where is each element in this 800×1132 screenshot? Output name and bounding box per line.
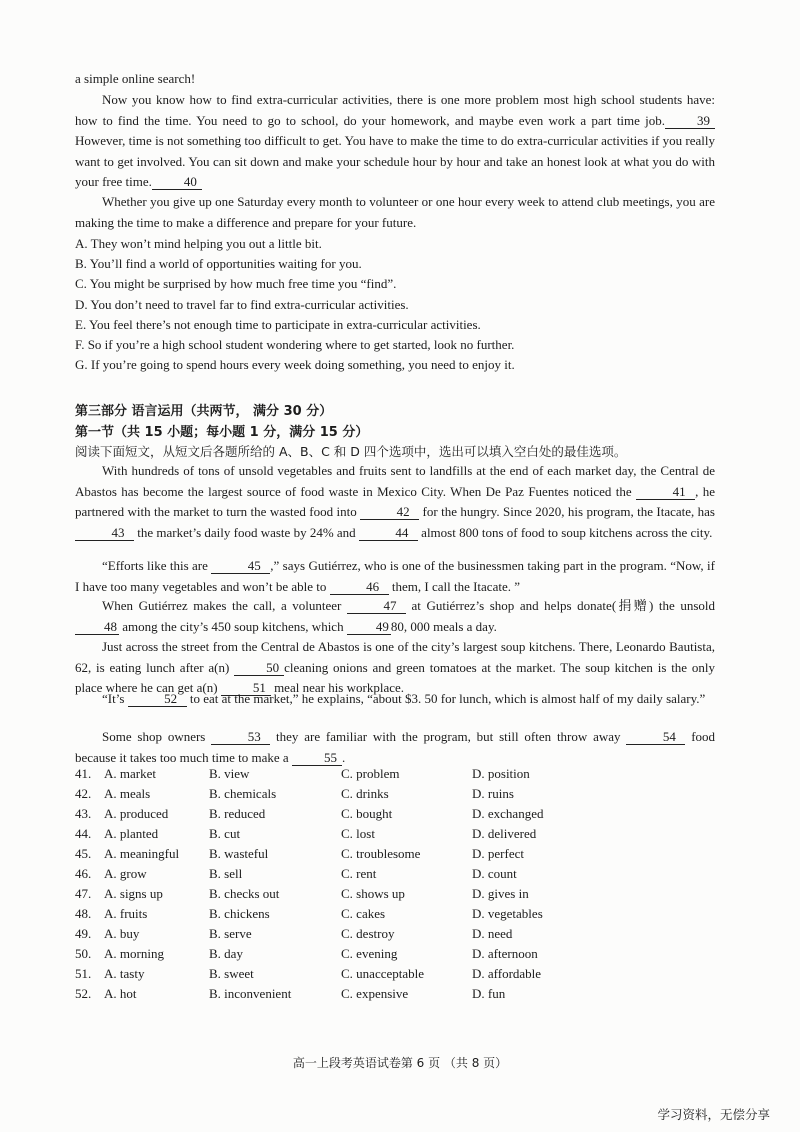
blank-40: 40: [152, 174, 202, 190]
text: ,” says Gutiérrez, who is one of the businessmen taking part in the program. “Now, if I have too many vegetables and won’t be able to: [75, 558, 715, 594]
text: to eat at the market,” he explains, “about $3. 50 for lunch, which is almost half of my daily salary.”: [189, 691, 706, 706]
blank-42: 42: [360, 504, 419, 520]
text: meal near his workplace.: [274, 680, 405, 695]
blank-48: 48: [75, 619, 119, 635]
question-row: [75, 906, 715, 926]
choice-d: D. affordable: [472, 966, 542, 981]
question-row: [75, 966, 715, 986]
question-row: [75, 866, 715, 886]
question-number: 42.: [75, 786, 92, 801]
text: 80, 000 meals a day.: [390, 618, 497, 634]
text: they are familiar with the program, but still often throw away: [276, 729, 621, 744]
text: Just across the street from the Central de Abastos is one of the city’s largest soup kitchens. There, Leonardo Bautista, 62, is eating lunch after a(n): [75, 639, 715, 675]
choice-b: B. wasteful: [209, 846, 269, 861]
choice-a: A. tasty: [104, 966, 145, 981]
choice-d: D. perfect: [472, 846, 524, 861]
page-footer: 高一上段考英语试卷第 6 页 （共 8 页）: [292, 1056, 508, 1070]
choice-b: B. serve: [209, 926, 252, 941]
choice-d: D. count: [472, 866, 517, 881]
choice-a: A. morning: [104, 946, 164, 961]
choice-b: B. chickens: [209, 906, 270, 921]
question-row: [75, 826, 715, 846]
blank-41: 41: [636, 484, 695, 500]
choice-b: B. reduced: [209, 806, 266, 821]
text-line: a simple online search!: [75, 71, 196, 86]
choice-a: A. buy: [104, 926, 140, 941]
choice-c: C. destroy: [341, 926, 395, 941]
text: cleaning onions and green tomatoes at the market. The soup kitchen is the only place where he can get a(n): [75, 659, 715, 695]
blank-50: 50: [234, 660, 284, 676]
option-c: C. You might be surprised by how much free time you “find”.: [75, 276, 397, 291]
text: “Efforts like this are: [102, 558, 208, 573]
blank-39: 39: [665, 113, 715, 129]
blank-54: 54: [626, 729, 685, 745]
choice-b: B. sweet: [209, 966, 254, 981]
choice-c: C. bought: [341, 806, 393, 821]
blank-51: 51: [221, 680, 271, 696]
paragraph: Whether you give up one Saturday every month to volunteer or one hour every week to attend club meetings, you are making the time to make a difference and prepare for your future.: [75, 194, 715, 230]
passage-paragraph-3: [75, 596, 715, 637]
choice-b: B. sell: [209, 866, 243, 881]
part3-heading: 第三部分 语言运用（共两节， 满分 30 分）: [75, 404, 333, 419]
choice-c: C. troublesome: [341, 846, 421, 861]
text: for the hungry. Since 2020, his program, the Itacate, has: [422, 504, 715, 519]
choice-b: B. view: [209, 766, 250, 781]
question-row: [75, 946, 715, 966]
question-number: 44.: [75, 826, 92, 841]
text: However, time is not something too difficult to get. You have to make the time to do extra-curricular activities if you really want to get involved. You can sit down and make your schedule hour by hour and take an honest look at what you do with your free time.: [75, 133, 715, 189]
choice-c: C. shows up: [341, 886, 405, 901]
question-number: 51.: [75, 966, 92, 981]
choice-b: B. chemicals: [209, 786, 277, 801]
text: almost 800 tons of food to soup kitchens across the city.: [421, 524, 713, 540]
text: the market’s daily food waste by 24% and: [137, 524, 356, 540]
option-b: B. You’ll find a world of opportunities waiting for you.: [75, 256, 362, 271]
choice-c: C. lost: [341, 826, 375, 841]
question-number: 46.: [75, 866, 92, 881]
watermark-text: 学习资料，无偿分享: [657, 1107, 770, 1122]
blank-43: 43: [75, 525, 134, 541]
blank-47: 47: [347, 598, 406, 614]
choice-d: D. delivered: [472, 826, 537, 841]
choice-c: C. problem: [341, 766, 400, 781]
text: at Gutiérrez’s shop and helps donate(捐赠) the unsold: [411, 598, 716, 613]
choice-b: B. checks out: [209, 886, 280, 901]
choice-a: A. hot: [104, 986, 137, 1001]
choice-a: A. signs up: [104, 886, 163, 901]
text: Some shop owners: [102, 729, 206, 744]
choice-c: C. cakes: [341, 906, 386, 921]
choice-c: C. evening: [341, 946, 398, 961]
option-d: D. You don’t need to travel far to find extra-curricular activities.: [75, 297, 409, 312]
text: food because it takes too much time to make a: [75, 729, 716, 765]
question-row: [75, 786, 715, 806]
option-g: G. If you’re going to spend hours every week doing something, you need to enjoy it.: [75, 357, 515, 372]
text: them, I call the Itacate. ”: [391, 578, 520, 594]
choice-a: A. meals: [104, 786, 151, 801]
blank-46: 46: [330, 579, 389, 595]
blank-55: 55: [292, 750, 342, 766]
option-e: E. You feel there’s not enough time to participate in extra-curricular activities.: [75, 317, 481, 332]
choice-a: A. fruits: [104, 906, 148, 921]
choice-c: C. drinks: [341, 786, 389, 801]
question-row: [75, 986, 715, 1006]
question-number: 47.: [75, 886, 92, 901]
question-number: 50.: [75, 946, 92, 961]
question-row: [75, 926, 715, 946]
question-row: [75, 766, 715, 786]
choice-b: B. inconvenient: [209, 986, 292, 1001]
passage-paragraph-5: [75, 689, 715, 710]
choice-c: C. expensive: [341, 986, 409, 1001]
text: .: [341, 749, 346, 765]
passage-paragraph-2: [75, 556, 715, 597]
choice-b: B. day: [209, 946, 243, 961]
choice-a: A. meaningful: [104, 846, 180, 861]
choice-b: B. cut: [209, 826, 241, 841]
text: Now you know how to find extra-curricular activities, there is one more problem most high school students have: how to find the time. You need to go to school, do your homework, and maybe even work a part time job.: [75, 92, 715, 128]
choice-d: D. gives in: [472, 886, 529, 901]
choice-d: D. exchanged: [472, 806, 544, 821]
text: With hundreds of tons of unsold vegetables and fruits sent to landfills at the end of each market day, the Central de Abastos has become the largest source of food waste in Mexico City. When De Paz Fuentes noticed the: [75, 463, 715, 499]
question-row: [75, 806, 715, 826]
choice-a: A. planted: [104, 826, 159, 841]
choice-d: D. fun: [472, 986, 506, 1001]
blank-44: 44: [359, 525, 418, 541]
section1-heading: 第一节（共 15 小题；每小题 1 分，满分 15 分）: [75, 425, 369, 440]
blank-45: 45: [211, 558, 270, 574]
text: , he partnered with the market to turn the wasted food into: [75, 483, 715, 519]
option-a: A. They won’t mind helping you out a little bit.: [75, 236, 322, 251]
choice-a: A. produced: [104, 806, 169, 821]
blank-53: 53: [211, 729, 270, 745]
passage-paragraph-1: [75, 461, 715, 543]
choice-d: D. afternoon: [472, 946, 538, 961]
question-row: [75, 886, 715, 906]
text: “It’s: [102, 691, 125, 706]
choice-a: A. market: [104, 766, 156, 781]
question-number: 48.: [75, 906, 92, 921]
choice-c: C. unacceptable: [341, 966, 425, 981]
instruction: 阅读下面短文，从短文后各题所给的 A、B、C 和 D 四个选项中，选出可以填入空白处的最佳选项。: [75, 444, 627, 459]
choice-a: A. grow: [104, 866, 147, 881]
choice-d: D. ruins: [472, 786, 514, 801]
question-number: 45.: [75, 846, 92, 861]
blank-49: 49: [347, 619, 391, 635]
blank-52: 52: [128, 691, 187, 707]
paragraph: [75, 90, 715, 193]
choice-d: D. position: [472, 766, 530, 781]
choice-d: D. need: [472, 926, 513, 941]
question-number: 43.: [75, 806, 92, 821]
passage-paragraph-6: [75, 727, 715, 768]
choice-c: C. rent: [341, 866, 377, 881]
text: among the city’s 450 soup kitchens, which: [122, 618, 344, 634]
text: When Gutiérrez makes the call, a volunteer: [102, 598, 342, 613]
question-number: 52.: [75, 986, 92, 1001]
question-number: 41.: [75, 766, 92, 781]
choice-d: D. vegetables: [472, 906, 543, 921]
option-f: F. So if you’re a high school student wondering where to get started, look no further.: [75, 337, 515, 352]
question-row: [75, 846, 715, 866]
question-number: 49.: [75, 926, 92, 941]
